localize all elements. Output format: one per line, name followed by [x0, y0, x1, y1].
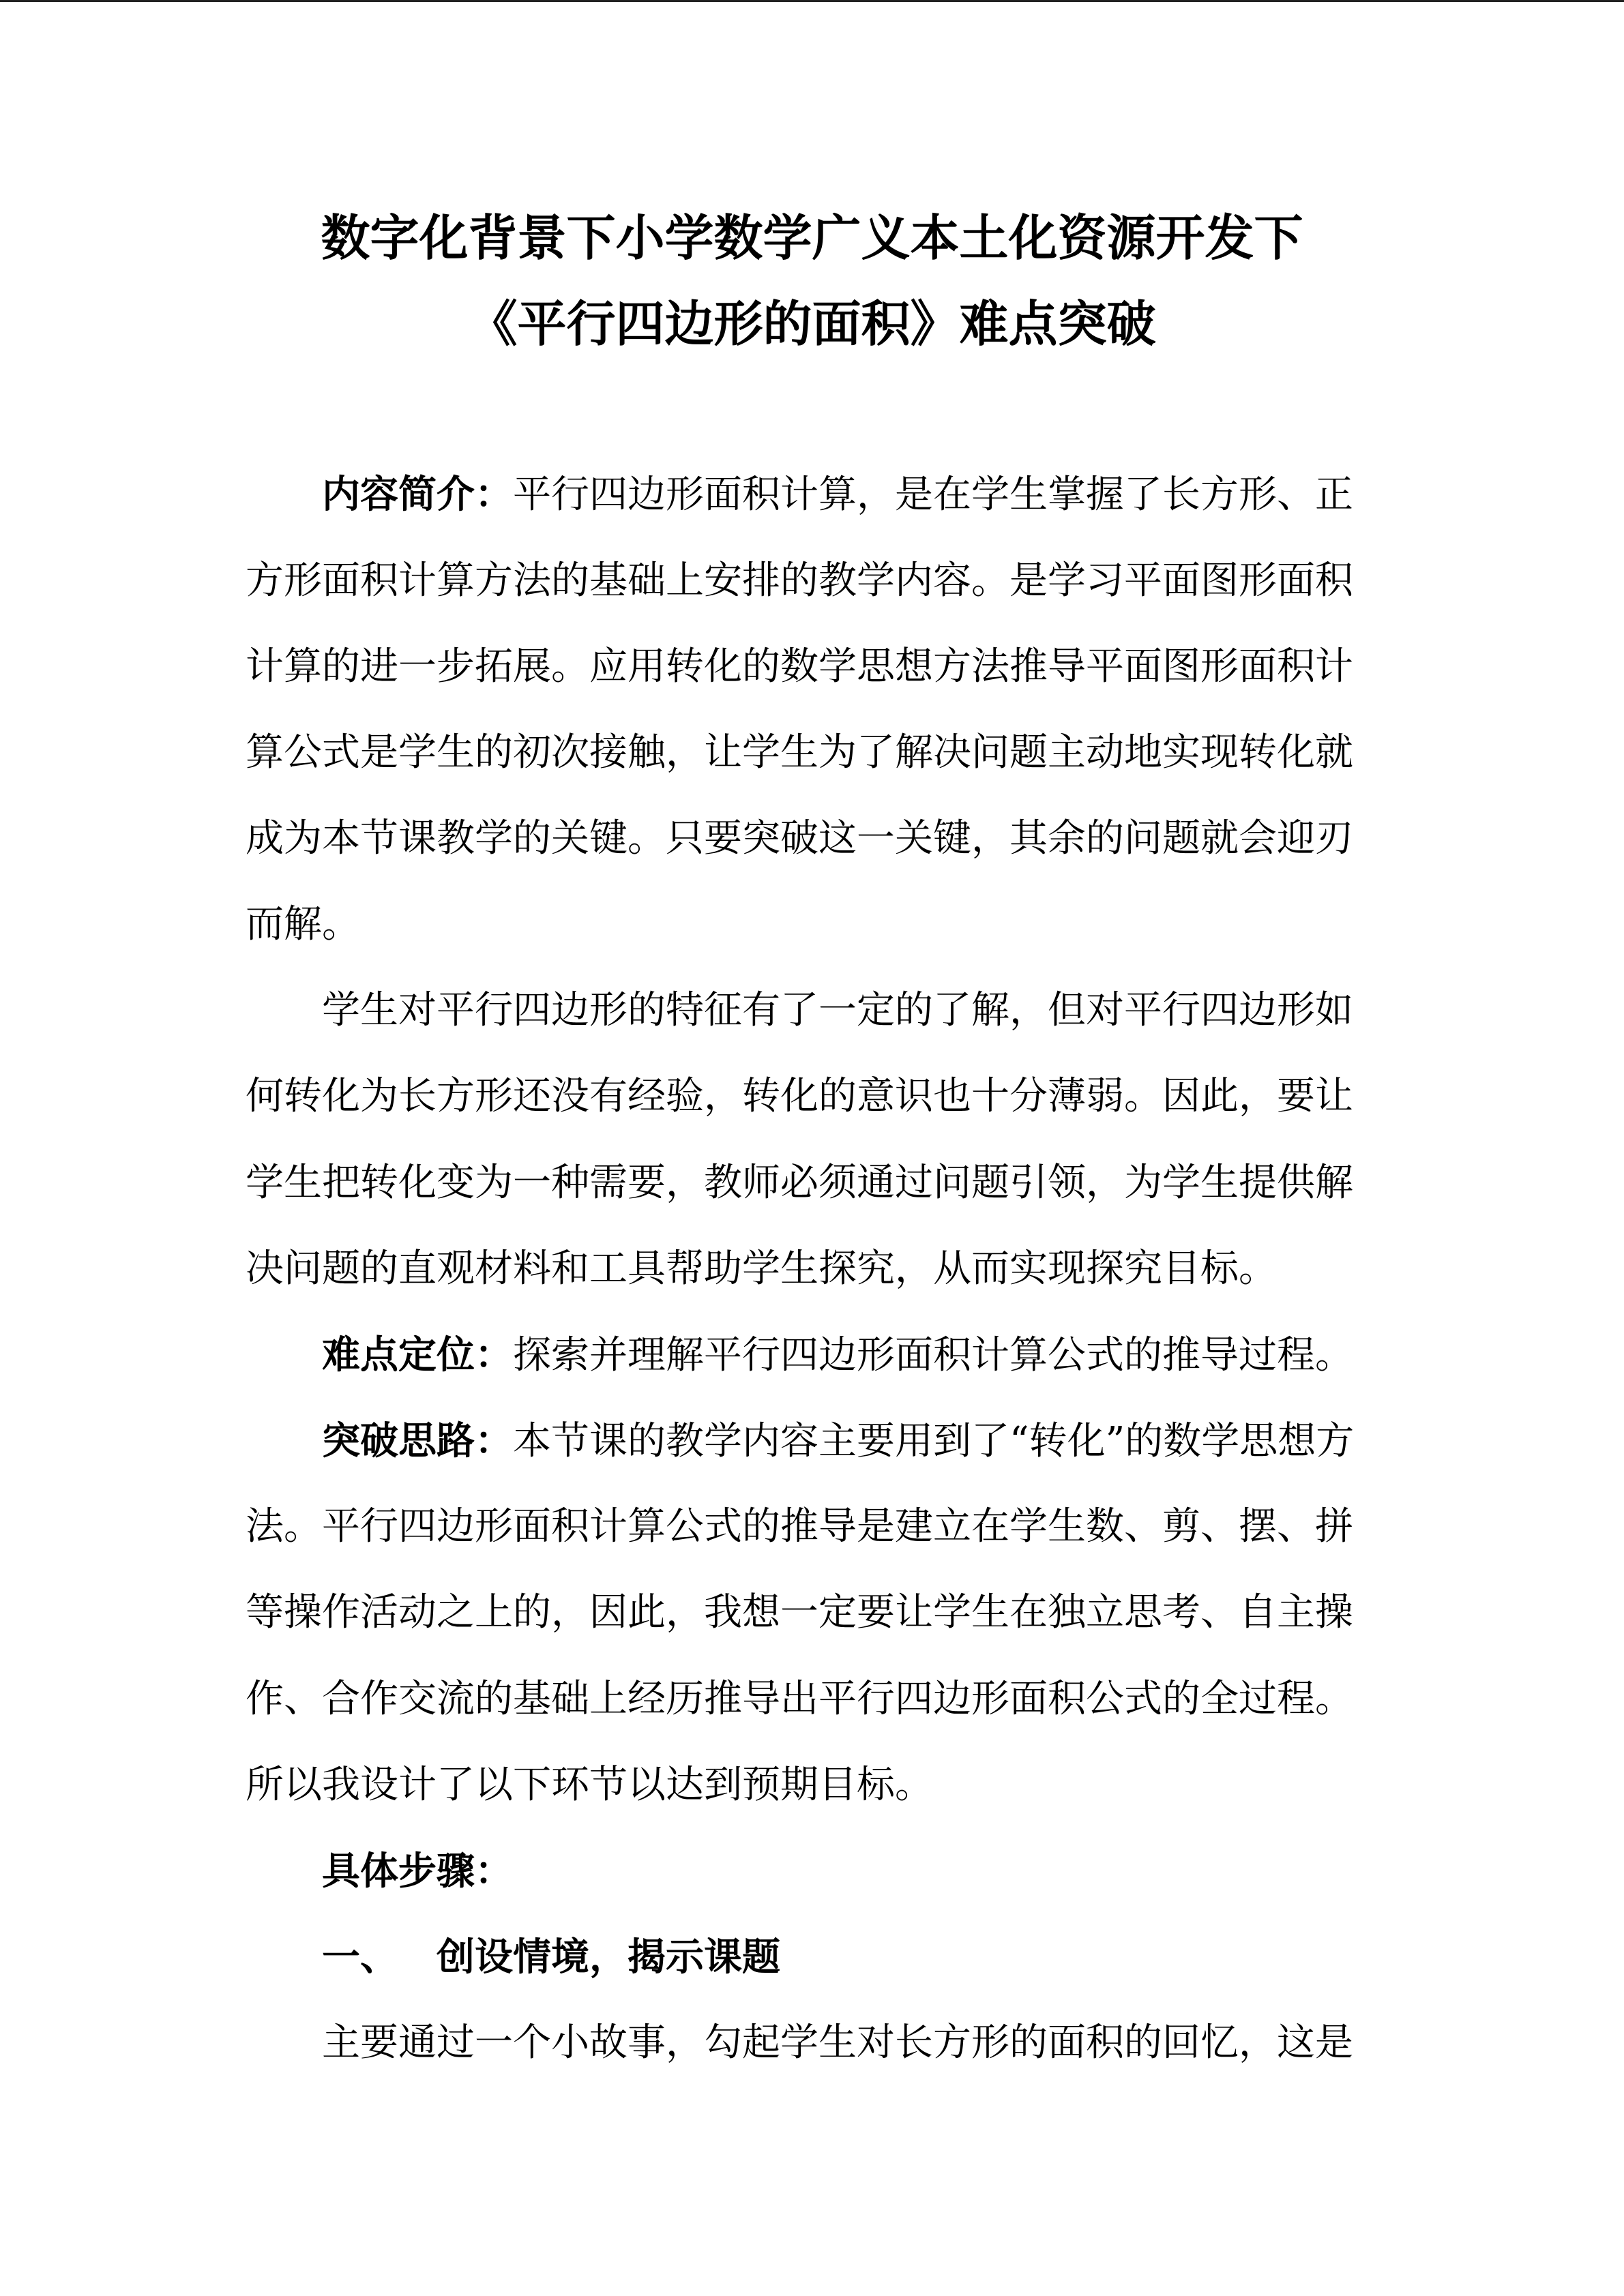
- intro-line-5: 成为本节课教学的关键。只要突破这一关键，其余的问题就会迎刃: [246, 816, 1353, 861]
- intro-line-2: 方形面积计算方法的基础上安排的教学内容。是学习平面图形面积: [246, 558, 1353, 603]
- approach-line-5: 所以我设计了以下环节以达到预期目标。: [246, 1763, 933, 1807]
- para2-line-1: 学生对平行四边形的特征有了一定的了解，但对平行四边形如: [322, 988, 1353, 1032]
- section-1-heading: [322, 1933, 1353, 1981]
- approach-line-2: 法。平行四边形面积计算公式的推导是建立在学生数、剪、摆、拼: [246, 1504, 1353, 1549]
- page-top-border: [0, 0, 1624, 2]
- section-1-title: 创设情境，揭示课题: [437, 1935, 780, 1980]
- difficulty-text: 探索并理解平行四边形面积计算公式的推导过程。: [513, 1333, 1353, 1377]
- approach-text: 本节课的教学内容主要用到了“转化”的数学思想方: [513, 1419, 1355, 1463]
- section-1-text-line-1: 主要通过一个小故事，勾起学生对长方形的面积的回忆，这是: [322, 2021, 1353, 2065]
- intro-label: 内容简介：: [322, 472, 513, 517]
- difficulty-label: 难点定位：: [322, 1332, 513, 1377]
- steps-heading: [322, 1847, 1353, 1895]
- approach-line-1: [322, 1417, 1353, 1465]
- intro-line-3: 计算的进一步拓展。应用转化的数学思想方法推导平面图形面积计: [246, 644, 1353, 689]
- para2-line-2: 何转化为长方形还没有经验，转化的意识也十分薄弱。因此，要让: [246, 1074, 1353, 1118]
- intro-line-4: 算公式是学生的初次接触，让学生为了解决问题主动地实现转化就: [246, 730, 1353, 775]
- steps-heading-text: 具体步骤：: [322, 1849, 513, 1894]
- approach-line-3: 等操作活动之上的，因此，我想一定要让学生在独立思考、自主操: [246, 1590, 1353, 1635]
- intro-line-1: [322, 471, 1353, 518]
- document-title-line-2: 《平行四边形的面积》难点突破: [468, 295, 1156, 353]
- difficulty-line: [322, 1331, 1353, 1379]
- para2-line-4: 决问题的直观材料和工具帮助学生探究，从而实现探究目标。: [246, 1247, 1277, 1291]
- intro-line-6: 而解。: [246, 902, 360, 946]
- section-1-number: 一、: [322, 1935, 398, 1980]
- approach-label: 突破思路：: [322, 1418, 513, 1463]
- para2-line-3: 学生把转化变为一种需要，教师必须通过问题引领，为学生提供解: [246, 1161, 1353, 1205]
- approach-line-4: 作、合作交流的基础上经历推导出平行四边形面积公式的全过程。: [246, 1677, 1353, 1721]
- intro-text: 平行四边形面积计算，是在学生掌握了长方形、正: [513, 473, 1353, 517]
- document-title-line-1: 数字化背景下小学数学广义本土化资源开发下: [321, 209, 1303, 267]
